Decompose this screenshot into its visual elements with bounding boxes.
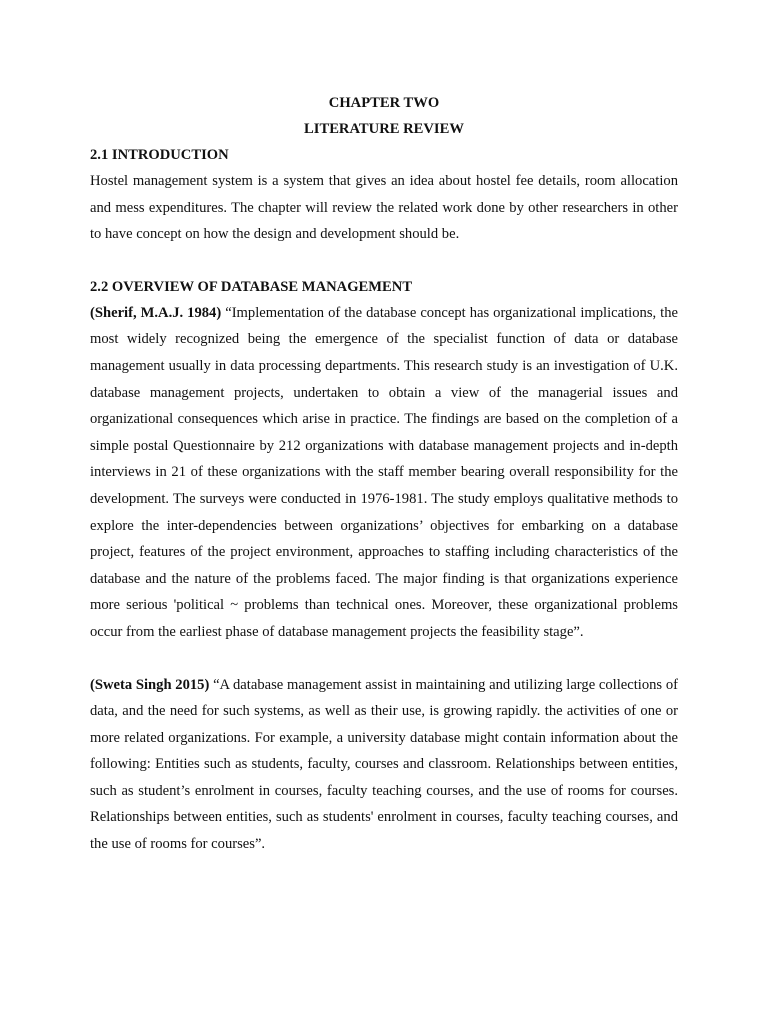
paragraph-spacer (90, 248, 678, 274)
introduction-paragraph: Hostel management system is a system that gives an idea about hostel fee details, room allocation and mess expenditures. The chapter will review the related work done by other researchers in other to have concept on how the design and development should be. (90, 173, 678, 243)
chapter-title: LITERATURE REVIEW (304, 121, 464, 137)
singh-citation: (Sweta Singh 2015) (90, 676, 210, 693)
paragraph-spacer (90, 646, 678, 672)
section-heading-introduction: 2.1 INTRODUCTION (90, 147, 229, 163)
section-heading-overview: 2.2 OVERVIEW OF DATABASE MANAGEMENT (90, 278, 413, 295)
sherif-quote: “Implementation of the database concept has organizational implications, the most widely recognized being the emergence of the specialist function of data or database management usually in data processing departments. This research study is an investigation of U.K. database management projects, undertaken to obtain a view of the managerial issues and organizational consequences which arise in practice. The findings are based on the completion of a simple postal Questionnaire by 212 organizations with database management projects and in-depth interviews in 21 of these organizations with the staff member bearing overall responsibility for the development. The surveys were conducted in 1976-1981. The study employs qualitative methods to explore the inter-dependencies between organizations’ objectives for embarking on a database project, features of the project environment, approaches to staffing including characteristics of the database and the nature of the problems faced. The major finding is that organizations experience more serious 'political ~ problems than technical ones. Moreover, these organizational problems occur from the earliest phase of database management projects the feasibility stage”. (90, 304, 678, 640)
singh-quote: “A database management assist in maintaining and utilizing large collections of data, and the need for such systems, as well as their use, is growing rapidly. the activities of one or more related organizations. For example, a university database might contain information about the following: Entities such as students, faculty, courses and classroom. Relationships between entities, such as student’s enrolment in courses, faculty teaching courses, and the use of rooms for courses. Relationships between entities, such as students' enrolment in courses, faculty teaching courses, and the use of rooms for courses”. (90, 676, 678, 853)
sherif-paragraph (90, 300, 678, 646)
document-page (90, 90, 678, 858)
sherif-citation: (Sherif, M.A.J. 1984) (90, 304, 222, 321)
chapter-number: CHAPTER TWO (328, 95, 440, 111)
singh-paragraph (90, 672, 678, 858)
